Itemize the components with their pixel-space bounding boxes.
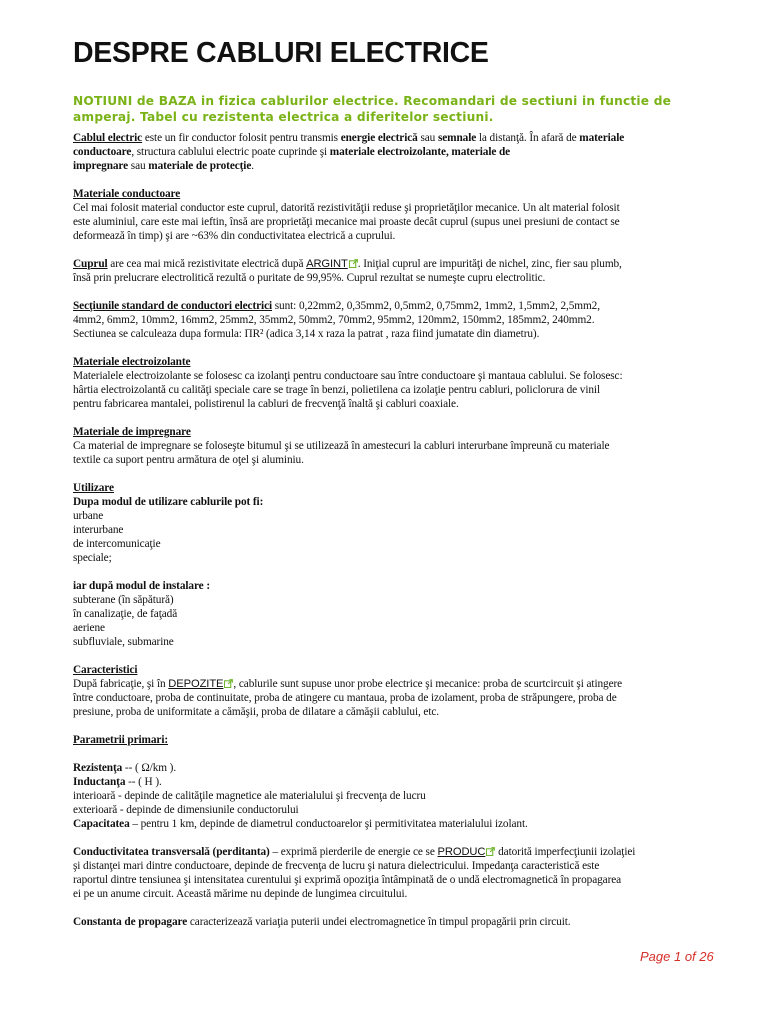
document-title: DESPRE CABLURI ELECTRICE bbox=[73, 37, 489, 69]
list-item: de intercomunicaţie bbox=[73, 538, 161, 550]
text: are cea mai mică rezistivitate electrică după bbox=[107, 258, 307, 270]
paragraph-line: ei pe un anume circuit. Această mărime nu depinde de lungimea circuitului. bbox=[73, 888, 408, 900]
section-materiale-impregnare bbox=[73, 425, 733, 467]
bold-text: materiale bbox=[579, 132, 625, 144]
paragraph-line: exterioară - depinde de dimensiunile conductorului bbox=[73, 804, 299, 816]
text: sau bbox=[417, 132, 438, 144]
paragraph-line: presiune, proba de uniformitate a cămăşii, proba de dilatare a cămăşii cablului, etc. bbox=[73, 706, 440, 718]
paragraph-line: raportul dintre tensiunea şi intensitatea curentului şi exprimă opoziţia întâmpinată de o undă electromagnetică în propagarea bbox=[73, 874, 622, 886]
text: sau bbox=[128, 160, 149, 172]
list-subheading: Dupa modul de utilizare cablurile pot fi: bbox=[73, 496, 264, 508]
external-link-icon[interactable] bbox=[349, 259, 358, 268]
text: – exprimă pierderile de energie ce se bbox=[269, 846, 438, 858]
list-item: interurbane bbox=[73, 524, 124, 536]
section-materiale-conductoare bbox=[73, 187, 733, 243]
section-conductivitatea bbox=[73, 845, 733, 901]
bold-text: materiale de protecţie bbox=[148, 160, 252, 172]
bold-text: conductoare bbox=[73, 146, 132, 158]
list-item: subfluviale, submarine bbox=[73, 636, 174, 648]
text: . bbox=[251, 160, 254, 172]
paragraph-line: şi distanţei mari dintre conductoare, depinde de frecvenţa de lucru şi natura dielectricului. Impedanţa caracteristică este bbox=[73, 860, 600, 872]
produc-link[interactable]: PRODUC bbox=[437, 846, 486, 858]
paragraph-line: textile ca suport pentru armătura de oţel şi aluminiu. bbox=[73, 454, 304, 466]
list-item: urbane bbox=[73, 510, 104, 522]
paragraph-line: deformează în timp) şi are ~63% din conductivitatea electrică a cuprului. bbox=[73, 230, 396, 242]
text: -- ( H ). bbox=[125, 776, 162, 788]
page-indicator: Page 1 of 26 bbox=[640, 949, 714, 964]
term-rezistenta: Rezistenţa bbox=[73, 762, 123, 774]
document-subtitle: NOTIUNI de BAZA in fizica cablurilor electrice. Recomandari de sectiuni in functie de amperaj. Tabel cu rezistenta electrica a diferitelor sectiuni. bbox=[73, 94, 672, 124]
bold-text: semnale bbox=[437, 132, 477, 144]
depozite-link[interactable]: DEPOZITE bbox=[168, 678, 224, 690]
section-parametrii-primari bbox=[73, 733, 733, 831]
section-heading: Materiale de impregnare bbox=[73, 426, 191, 438]
paragraph-line: Sectiunea se calculeaza dupa formula: ΠR² (adica 3,14 x raza la patrat , raza fiind jumatate din diametru). bbox=[73, 328, 540, 340]
section-heading: Materiale conductoare bbox=[73, 188, 181, 200]
section-constanta-propagare bbox=[73, 915, 733, 929]
section-cuprul bbox=[73, 257, 733, 285]
section-heading: Caracteristici bbox=[73, 664, 138, 676]
text: , cablurile sunt supuse unor probe electrice şi mecanice: proba de scurtcircuit şi atingere bbox=[233, 678, 623, 690]
section-materiale-electroizolante bbox=[73, 355, 733, 411]
paragraph-line: Cel mai folosit material conductor este cuprul, datorită rezistivităţii reduse şi proprietăţilor mecanice. Un alt material folosit bbox=[73, 202, 620, 214]
paragraph-line: pentru fabricarea mantalei, polistirenul la cabluri de frecvenţă înaltă şi cabluri coaxiale. bbox=[73, 398, 459, 410]
text: – pentru 1 km, depinde de diametrul conductoarelor şi permitivitatea materialului izolant. bbox=[129, 818, 528, 830]
text: caracterizează variaţia puterii undei electromagnetice în timpul propagării prin circuit. bbox=[187, 916, 571, 928]
paragraph-line: 4mm2, 6mm2, 10mm2, 16mm2, 25mm2, 35mm2, 50mm2, 70mm2, 95mm2, 120mm2, 150mm2, 185mm2, 240mm2. bbox=[73, 314, 595, 326]
document-body bbox=[73, 131, 733, 929]
term-conductivitatea: Conductivitatea transversală (perditanta) bbox=[73, 846, 270, 858]
list-item: aeriene bbox=[73, 622, 105, 634]
term-capacitatea: Capacitatea bbox=[73, 818, 130, 830]
argint-link[interactable]: ARGINT bbox=[306, 258, 348, 270]
text: este un fir conductor folosit pentru transmis bbox=[142, 132, 341, 144]
paragraph-line: Materialele electroizolante se folosesc ca izolanţi pentru conductoare sau între conductoare şi mantaua cablului. Se folosesc: bbox=[73, 370, 623, 382]
term-sectiuni: Secţiunile standard de conductori electrici bbox=[73, 300, 273, 312]
text: , structura cablului electric poate cuprinde şi bbox=[131, 146, 330, 158]
text: După fabricaţie, şi în bbox=[73, 678, 169, 690]
bold-text: materiale electroizolante, materiale de bbox=[329, 146, 511, 158]
list-item: subterane (în săpătură) bbox=[73, 594, 174, 606]
intro-paragraph bbox=[73, 131, 733, 173]
text: datorită imperfecţiunii izolaţiei bbox=[495, 846, 636, 858]
paragraph-line: este aluminiul, care este mai ieftin, însă are proprietăţi mecanice mai proaste decât cuprul (supus unei presiuni de contact se bbox=[73, 216, 620, 228]
section-heading: Materiale electroizolante bbox=[73, 356, 191, 368]
term-constanta: Constanta de propagare bbox=[73, 916, 188, 928]
section-utilizare bbox=[73, 481, 733, 649]
paragraph-line: Ca material de impregnare se foloseşte bitumul şi se utilizează în amestecuri la cabluri interurbane împreună cu materiale bbox=[73, 440, 610, 452]
term-cablul-electric: Cablul electric bbox=[73, 132, 143, 144]
term-inductanta: Inductanţa bbox=[73, 776, 126, 788]
section-heading: Utilizare bbox=[73, 482, 114, 494]
bold-text: energie electrică bbox=[340, 132, 418, 144]
term-cuprul: Cuprul bbox=[73, 258, 108, 270]
bold-text: impregnare bbox=[73, 160, 129, 172]
list-subheading: iar după modul de instalare : bbox=[73, 580, 210, 592]
paragraph-line: hârtia electroizolantă cu calităţi speciale care se trage în benzi, polietilena ca izolaţie pentru cabluri, policlorura de vinil bbox=[73, 384, 600, 396]
text: -- ( Ω/km ). bbox=[122, 762, 177, 774]
list-item: speciale; bbox=[73, 552, 112, 564]
paragraph-line: între conductoare, proba de continuitate, proba de atingere cu mantaua, proba de izolament, proba de străpungere, proba de bbox=[73, 692, 617, 704]
paragraph-line: însă prin prelucrare electrolitică rezultă o puritate de 99,95%. Cuprul rezultat se numeşte cupru electrolitic. bbox=[73, 272, 546, 284]
paragraph-line: interioară - depinde de calităţile magnetice ale materialului şi frecvenţa de lucru bbox=[73, 790, 426, 802]
text: la distanţă. În afară de bbox=[476, 132, 580, 144]
section-sectiuni-standard bbox=[73, 299, 733, 341]
section-heading: Parametrii primari: bbox=[73, 734, 169, 746]
section-caracteristici bbox=[73, 663, 733, 719]
text: sunt: 0,22mm2, 0,35mm2, 0,5mm2, 0,75mm2, 1mm2, 1,5mm2, 2,5mm2, bbox=[272, 300, 600, 312]
list-item: în canalizaţie, de faţadă bbox=[73, 608, 178, 620]
text: . Iniţial cuprul are impurităţi de nichel, zinc, fier sau plumb, bbox=[357, 258, 622, 270]
